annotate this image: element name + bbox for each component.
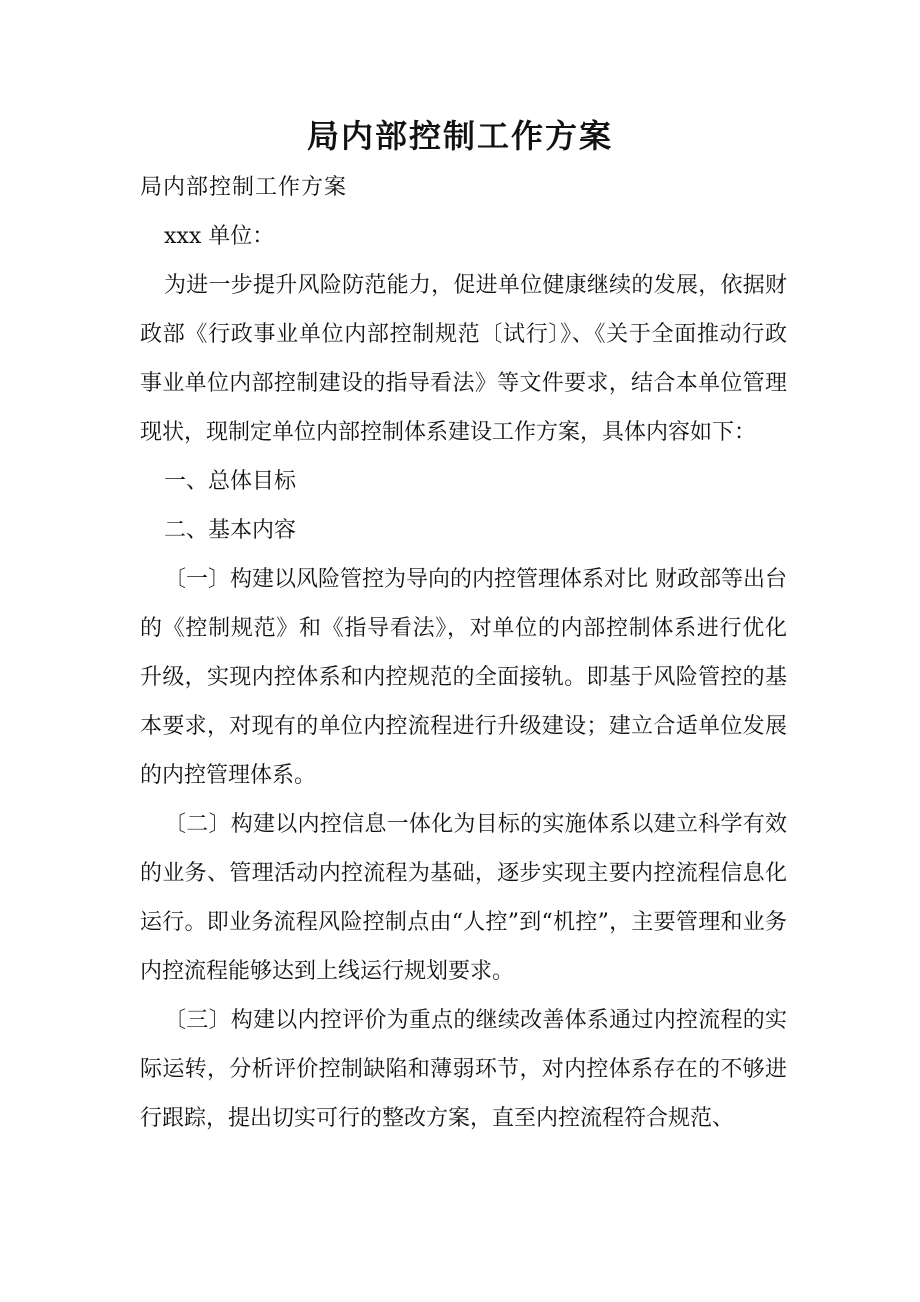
paragraph-item-3: 〔三〕构建以内控评价为重点的继续改善体系通过内控流程的实际运转，分析评价控制缺陷和薄弱环节，对内控体系存在的不够进行跟踪，提出切实可行的整改方案，直至内控流程符合规范、 — [140, 1008, 787, 1131]
paragraph-item-1: 〔一〕构建以风险管控为导向的内控管理体系对比 财政部等出台的《控制规范》和《指导看法》，对单位的内部控制体系进行优化升级，实现内控体系和内控规范的全面接轨。即基于风险管控的基本要求，对现有的单位内控流程进行升级建设；建立合适单位发展的内控管理体系。 — [140, 567, 787, 788]
paragraph-intro: 为进一步提升风险防范能力，促进单位健康继续的发展，依据财政部《行政事业单位内部控制规范〔试行〕》、《关于全面推动行政事业单位内部控制建设的指导看法》等文件要求，结合本单位管理现状，现制定单位内部控制体系建设工作方案，具体内容如下： — [140, 273, 787, 445]
salutation: xxx 单位： — [164, 224, 275, 249]
document-subtitle: 局内部控制工作方案 — [140, 175, 348, 200]
heading-basic-content: 二、基本内容 — [164, 518, 297, 543]
paragraph-item-2: 〔二〕构建以内控信息一体化为目标的实施体系以建立科学有效的业务、管理活动内控流程为基础，逐步实现主要内控流程信息化运行。即业务流程风险控制点由“人控”到“机控”，主要管理和业务内控流程能够达到上线运行规划要求。 — [140, 812, 787, 984]
document-title: 局内部控制工作方案 — [306, 117, 613, 155]
heading-overall-goal: 一、总体目标 — [164, 469, 297, 494]
document-body — [140, 163, 787, 1143]
